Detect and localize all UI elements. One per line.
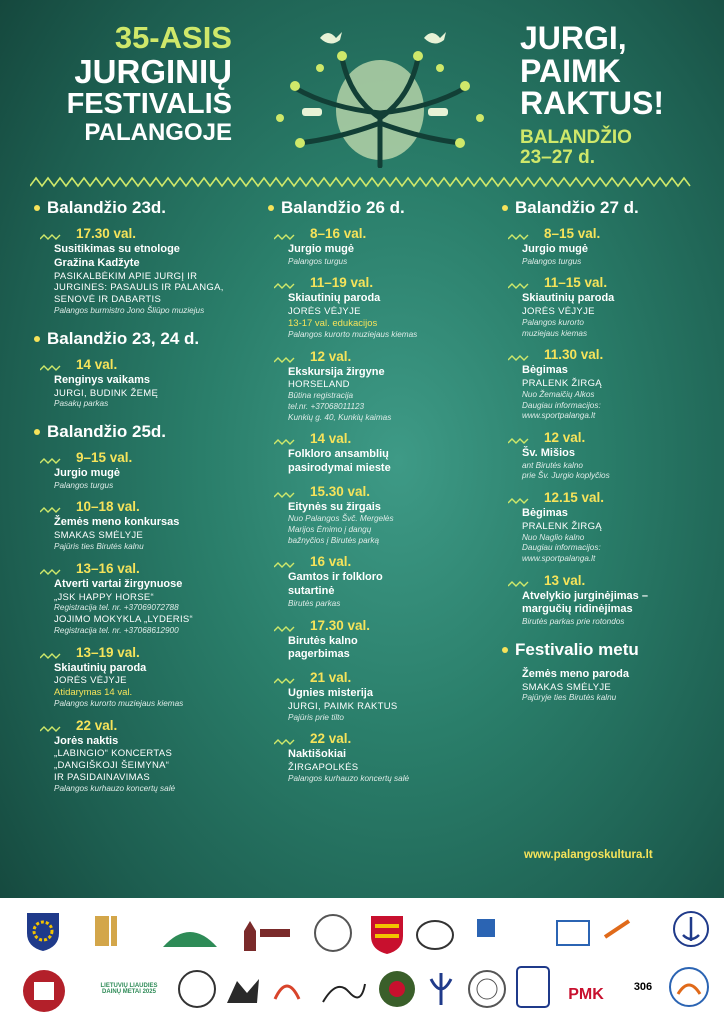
event-item (40, 561, 270, 637)
wave-divider (40, 458, 102, 464)
day-heading (502, 640, 698, 660)
sponsor-logos (0, 898, 724, 1024)
event-note: Atidarymas 14 val. (54, 687, 133, 699)
palanga-tv-logo (552, 912, 594, 954)
title-line-3: FESTIVALIS (66, 88, 232, 121)
event-subtitle: JORĖS VĖJYJE (288, 306, 361, 318)
event-title: Jurgio mugė (54, 467, 121, 480)
event-title: Birutės kalno (288, 634, 358, 647)
wave-divider (40, 234, 102, 240)
event-title: Žemės meno konkursas (54, 516, 180, 529)
schedule-column-2 (274, 198, 499, 785)
wave-divider (508, 234, 570, 240)
sliupo-museum-logo (474, 912, 524, 954)
title-line-4: PALANGOJE (84, 118, 232, 146)
event-item (40, 645, 270, 710)
event-subtitle: ŽIRGAPOLKĖS (288, 762, 359, 774)
day-label: Balandžio 23, 24 d. (47, 328, 200, 348)
event-item (274, 484, 499, 547)
event-title: Gamtos ir folkloro (288, 571, 383, 584)
event-item (274, 226, 499, 267)
event-item (508, 573, 698, 628)
slogan-line-2: PAIMK (520, 52, 621, 89)
event-item (274, 731, 499, 784)
date-range: 23–27 d. (520, 146, 595, 168)
schedule-column-3 (508, 198, 698, 704)
event-location: tel.nr. +37068011123 (288, 401, 365, 411)
event-subtitle: PASIKALBĖKIM APIE JURGĮ IR (54, 270, 198, 282)
event-subtitle: JURGI, BUDINK ŽEMĘ (54, 387, 159, 399)
event-title: Skiautinių paroda (288, 292, 381, 305)
wave-divider (40, 569, 102, 575)
day-label: Balandžio 27 d. (515, 198, 639, 217)
day-label: Festivalio metu (515, 639, 639, 659)
event-item (274, 554, 499, 609)
event-item (274, 618, 499, 663)
event-subtitle: HORSELAND (288, 379, 350, 391)
event-time: 12 val. (544, 429, 586, 445)
kulturos-centras-logo (88, 910, 140, 952)
horse-silhouette-icon (222, 970, 264, 1012)
event-time: 16 val. (310, 554, 352, 570)
event-location: bažnyčios į Birutės parką (288, 535, 380, 545)
event-item (508, 430, 698, 482)
event-title: Renginys vaikams (54, 373, 150, 386)
slogan-line-3: RAKTUS! (520, 85, 664, 122)
event-time: 11–19 val. (310, 275, 374, 291)
wave-divider (508, 498, 570, 504)
bullet-icon (502, 647, 508, 653)
event-item (274, 670, 499, 723)
bullet-icon (502, 205, 508, 211)
title-line-1: 35-ASIS (114, 20, 232, 55)
event-location: Kunkių g. 40, Kunkių kaimas (288, 412, 392, 422)
folk-song-year-label: LIETUVIŲ LIAUDIES DAINŲ METAI 2025 (100, 983, 158, 995)
wave-divider (274, 678, 336, 684)
event-subtitle: SENOVĖ IR DABARTIS (54, 294, 162, 306)
event-title: Gražina Kadžyte (54, 256, 140, 269)
event-location: Palangos kurhauzo koncertų salė (54, 784, 176, 794)
event-location: Pajūris prie tilto (288, 712, 344, 722)
wave-divider (274, 357, 336, 363)
event-title: Naktišokiai (288, 748, 347, 761)
event-item (508, 226, 698, 267)
ornament-seal-icon (376, 968, 418, 1010)
event-time: 22 val. (310, 731, 352, 747)
pmk-label: PMK (568, 986, 604, 1003)
event-item (40, 450, 270, 491)
event-title: Ekskursija žirgyne (288, 365, 385, 378)
event-location: muziejaus kiemas (522, 328, 588, 338)
event-item (40, 718, 270, 795)
event-location: Birutės parkas prie rotondos (522, 617, 625, 627)
day-heading (34, 329, 270, 349)
event-note: 13-17 val. edukacijos (288, 318, 378, 330)
parish-logo (232, 914, 294, 956)
event-title: margučių ridinėjimas (522, 603, 633, 616)
event-location: Palangos turgus (288, 256, 348, 266)
event-title: sutartinė (288, 585, 335, 598)
festival-title (20, 22, 232, 145)
event-time: 21 val. (310, 670, 352, 686)
title-line-2: JURGINIŲ (74, 52, 232, 90)
bullet-icon (34, 336, 40, 342)
event-time: 22 val. (76, 717, 118, 733)
event-location: Daugiau informacijos: (522, 400, 601, 410)
event-title: Jorės naktis (54, 734, 119, 747)
event-time: 13 val. (544, 572, 586, 588)
event-location: Nuo Naglio kalno (522, 532, 585, 542)
event-location: www.sportpalanga.lt (522, 553, 596, 563)
event-location: Palangos turgus (522, 256, 582, 266)
event-time: 17.30 val. (76, 226, 137, 241)
event-item (508, 668, 698, 704)
folk-song-year-logo (92, 968, 166, 1010)
event-time: 14 val. (310, 431, 352, 447)
pmk-logo (560, 974, 612, 1016)
palanga-coat-of-arms-icon (22, 910, 64, 952)
happy-horse-logo (266, 968, 308, 1010)
event-item (40, 226, 270, 317)
wave-divider (40, 653, 102, 659)
event-title: Eitynės su žirgais (288, 500, 381, 513)
event-location: Registracija tel. nr. +37069072788 (54, 603, 179, 613)
zigzag-divider (30, 176, 694, 188)
day-heading (268, 198, 499, 218)
event-title: Bėgimas (522, 364, 568, 377)
event-location: Nuo Palangos Švč. Mergelės (288, 514, 394, 524)
date-month: BALANDŽIO (520, 126, 632, 148)
event-location: Pajūris ties Birutės kalnu (54, 542, 144, 552)
festival-slogan (520, 22, 710, 168)
day-heading (502, 198, 698, 218)
lyderis-logo (318, 970, 368, 1012)
school-306-logo (622, 966, 664, 1008)
folk-ensemble-icon (420, 968, 462, 1010)
event-time: 9–15 val. (76, 450, 133, 466)
event-title: Šv. Mišios (522, 446, 575, 459)
tree-emblem-icon (250, 18, 510, 168)
sailing-club-icon (668, 966, 710, 1008)
event-time: 13–16 val. (76, 560, 140, 576)
botanical-park-logo (160, 914, 220, 956)
event-title: Bėgimas (522, 507, 568, 519)
event-time: 12.15 val. (544, 490, 605, 505)
event-item (40, 499, 270, 552)
event-subtitle: „LABINGIO“ KONCERTAS (54, 748, 173, 760)
event-title: Susitikimas su etnologe (54, 243, 180, 255)
event-location: Palangos turgus (54, 480, 114, 490)
festival-dates (520, 128, 710, 168)
event-item (274, 275, 499, 340)
day-heading (34, 422, 270, 442)
event-subtitle: „DANGIŠKOJI ŠEIMYNA“ (54, 760, 170, 772)
wave-divider (274, 234, 336, 240)
event-time: 14 val. (76, 356, 118, 372)
event-location: Palangos kurorto muziejaus kiemas (288, 329, 418, 339)
wave-divider (508, 438, 570, 444)
event-time: 10–18 val. (76, 499, 140, 515)
event-item (508, 347, 698, 422)
wave-divider (274, 739, 336, 745)
slogan-line-1: JURGI, (520, 20, 627, 56)
event-time: 11.30 val. (544, 347, 604, 363)
event-location: Marijos Ėmimo į dangų (288, 525, 372, 535)
event-time: 13–19 val. (76, 644, 140, 660)
event-time: 15.30 val. (310, 483, 371, 499)
event-title: Jurgio mugė (288, 243, 355, 255)
event-subtitle: JURGI, PAIMK RAKTUS (288, 700, 398, 712)
wave-divider (40, 507, 102, 513)
event-location: Registracija tel. nr. +37068612900 (54, 625, 179, 635)
event-location: prie Šv. Jurgio koplyčios (522, 471, 610, 481)
event-location: www.sportpalanga.lt (522, 411, 596, 421)
bociai-logo (512, 966, 554, 1008)
wave-divider (508, 581, 570, 587)
school-306-label: 306 (633, 981, 653, 993)
event-item (274, 349, 499, 424)
event-item (508, 490, 698, 565)
event-item (274, 431, 499, 476)
event-title: Atvelykio jurginėjimas – (522, 589, 648, 602)
event-location: ant Birutės kalno (522, 460, 583, 470)
event-time: 12 val. (310, 348, 352, 364)
event-item (40, 357, 270, 410)
event-title: Folkloro ansamblių (288, 448, 389, 461)
event-time: 8–15 val. (544, 226, 601, 241)
website-link[interactable]: www.palangoskultura.lt (524, 849, 653, 861)
wave-divider (274, 492, 336, 498)
event-subtitle: SMAKAS SMĖLYJE (54, 530, 144, 542)
event-time: 11–15 val. (544, 275, 608, 291)
event-location: Pajūryje ties Birutės kalnu (522, 693, 617, 703)
event-time: 17.30 val. (310, 617, 371, 633)
event-title: pagerbimas (288, 648, 350, 661)
event-location: Daugiau informacijos: (522, 543, 601, 553)
event-subtitle: JOJIMO MOKYKLA „LYDERIS“ (54, 614, 193, 626)
event-title: Ugnies misterija (288, 687, 373, 700)
event-location: Nuo Žemaičių Alkos (522, 389, 595, 399)
event-location: Palangos kurorto (522, 318, 584, 328)
event-item (508, 275, 698, 339)
event-title: Skiautinių paroda (54, 661, 147, 674)
event-subtitle: JORĖS VĖJYJE (54, 675, 127, 687)
wave-divider (274, 626, 336, 632)
day-heading (34, 198, 270, 218)
day-label: Balandžio 23d. (47, 198, 167, 217)
market-logo (312, 912, 354, 954)
event-location: Būtina registracija (288, 391, 354, 401)
bullet-icon (268, 205, 274, 211)
amber-museum-logo (600, 910, 656, 952)
event-location: Palangos kurhauzo koncertų salė (288, 773, 410, 783)
horseland-logo (176, 968, 218, 1010)
wave-divider (274, 562, 336, 568)
event-subtitle: JORĖS VĖJYJE (522, 306, 595, 318)
resort-museum-logo (414, 914, 456, 956)
event-location: Palangos burmistro Jono Šliūpo muziejus (54, 306, 205, 316)
event-subtitle: JURGINES: PASAULIS IR PALANGA, (54, 282, 224, 294)
wave-divider (40, 726, 102, 732)
event-subtitle: PRALENK ŽIRGĄ (522, 378, 602, 390)
heritage-emblem-icon (22, 968, 66, 1014)
event-time: 8–16 val. (310, 226, 367, 241)
wave-divider (508, 283, 570, 289)
wave-divider (274, 439, 336, 445)
schedule-column-1 (40, 198, 270, 795)
event-location: Birutės parkas (288, 598, 341, 608)
event-subtitle: SMAKAS SMĖLYJE (522, 681, 612, 693)
event-title: Žemės meno paroda (522, 667, 629, 680)
wave-divider (508, 355, 570, 361)
anchor-emblem-icon (670, 908, 712, 950)
bullet-icon (34, 429, 40, 435)
event-title: pasirodymai mieste (288, 461, 391, 474)
wave-divider (40, 365, 102, 371)
wave-divider (274, 283, 336, 289)
event-subtitle: PRALENK ŽIRGĄ (522, 520, 602, 532)
event-title: Atverti vartai žirgynuose (54, 577, 183, 590)
event-title: Jurgio mugė (522, 243, 589, 255)
day-label: Balandžio 25d. (47, 422, 167, 442)
day-label: Balandžio 26 d. (281, 198, 405, 217)
round-seal-icon (466, 968, 508, 1010)
event-title: Skiautinių paroda (522, 292, 615, 305)
event-subtitle: „JSK HAPPY HORSE“ (54, 591, 154, 603)
event-subtitle: IR PASIDAINAVIMAS (54, 772, 151, 784)
event-location: Pasakų parkas (54, 399, 109, 409)
bullet-icon (34, 205, 40, 211)
event-location: Palangos kurorto muziejaus kiemas (54, 699, 184, 709)
palanga-shield-logo (366, 912, 408, 954)
